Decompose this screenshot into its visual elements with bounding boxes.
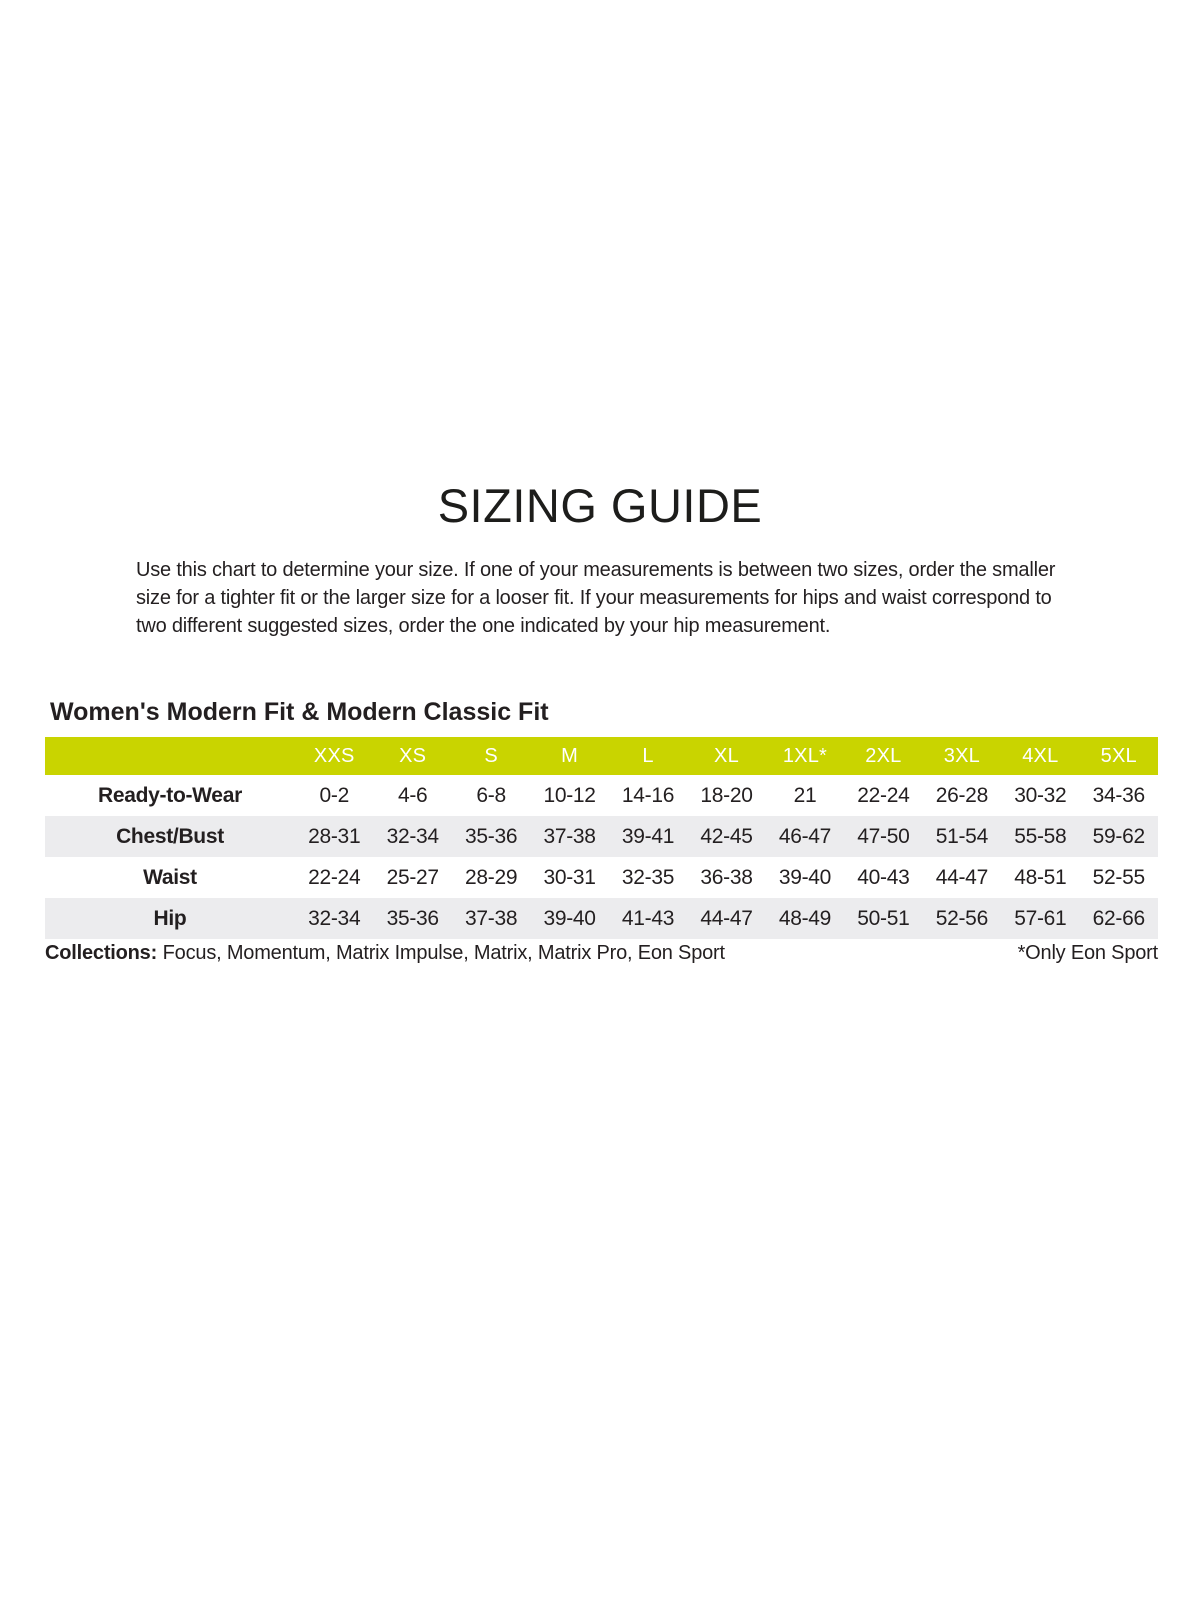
column-header: XXS [295,737,373,775]
size-cell: 39-40 [543,906,596,930]
size-cell: 4-6 [397,783,428,807]
column-header: S [452,737,530,775]
size-cell: 26-28 [935,783,988,807]
size-cell: 37-38 [543,824,596,848]
size-cell: 28-31 [308,824,361,848]
column-header: 3XL [923,737,1001,775]
size-cell: 48-51 [1014,865,1067,889]
row-label: Chest/Bust [116,824,224,848]
column-header: 2XL [844,737,922,775]
column-header: 5XL [1080,737,1158,775]
size-cell: 21 [793,783,817,807]
column-header: XS [373,737,451,775]
intro-paragraph [136,556,1086,640]
size-cell: 39-40 [778,865,832,889]
size-cell: 6-8 [476,783,506,807]
size-cell: 52-56 [935,906,988,930]
size-cell: 25-27 [386,865,439,889]
size-cell: 22-24 [857,783,910,807]
size-cell: 46-47 [778,824,832,848]
column-header: 4XL [1001,737,1079,775]
size-cell: 50-51 [857,906,910,930]
size-header-row [45,737,1158,775]
size-cell: 42-45 [700,824,753,848]
table-row-waist [45,857,1158,898]
column-header: XL [687,737,765,775]
footnote: *Only Eon Sport [1017,942,1158,964]
size-cell: 52-55 [1092,865,1145,889]
size-cell: 36-38 [700,865,753,889]
collections-label: Collections: [45,942,158,964]
size-cell: 59-62 [1092,824,1145,848]
size-cell: 57-61 [1014,906,1067,930]
table-row-ready-to-wear [45,775,1158,816]
size-cell: 35-36 [386,906,439,930]
column-header: L [609,737,687,775]
size-cell: 30-32 [1014,783,1067,807]
column-header: M [530,737,608,775]
intro-line: Use this chart to determine your size. If one of your measurements is between two sizes, order the smaller [136,559,1056,581]
section-heading: Women's Modern Fit & Modern Classic Fit [50,698,549,726]
size-cell: 28-29 [465,865,518,889]
size-cell: 41-43 [621,906,675,930]
row-label: Waist [143,865,197,889]
size-cell: 47-50 [857,824,910,848]
size-cell: 51-54 [935,824,988,848]
intro-line: two different suggested sizes, order the one indicated by your hip measurement. [136,615,831,637]
size-cell: 22-24 [308,865,361,889]
size-cell: 0-2 [319,783,349,807]
collections-list: Focus, Momentum, Matrix Impulse, Matrix, Matrix Pro, Eon Sport [162,942,725,964]
table-row-hip [45,898,1158,939]
size-cell: 14-16 [621,783,675,807]
size-cell: 34-36 [1092,783,1145,807]
page-title: SIZING GUIDE [437,479,763,532]
size-cell: 30-31 [543,865,596,889]
size-cell: 37-38 [465,906,518,930]
size-cell: 44-47 [700,906,753,930]
size-cell: 32-34 [308,906,361,930]
size-cell: 32-35 [621,865,675,889]
size-cell: 35-36 [465,824,518,848]
size-cell: 62-66 [1092,906,1145,930]
size-chart-table [45,737,1158,939]
size-cell: 10-12 [543,783,596,807]
row-label: Hip [153,906,187,930]
table-footer [45,942,1158,965]
size-cell: 18-20 [700,783,753,807]
size-cell: 44-47 [935,865,988,889]
table-row-chest-bust [45,816,1158,857]
size-cell: 39-41 [621,824,675,848]
size-cell: 48-49 [778,906,832,930]
intro-line: size for a tighter fit or the larger size for a looser fit. If your measurements for hips and waist correspond to [136,587,1052,609]
collections-line [45,942,725,965]
row-label: Ready-to-Wear [98,783,242,807]
size-cell: 40-43 [857,865,910,889]
size-cell: 32-34 [386,824,439,848]
size-cell: 55-58 [1014,824,1067,848]
column-header: 1XL* [766,737,844,775]
header-empty-cell [45,737,295,775]
